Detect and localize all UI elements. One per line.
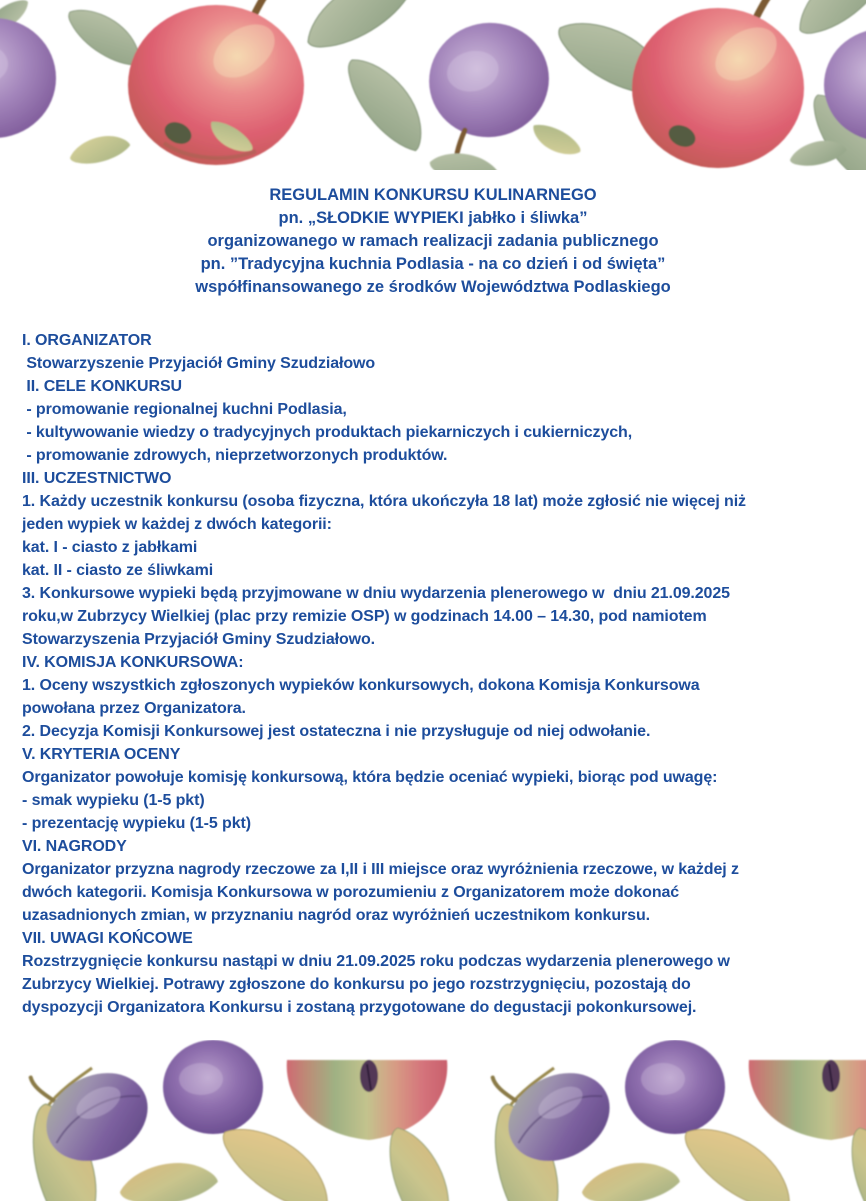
document-title bbox=[22, 184, 844, 299]
plum-illustration bbox=[163, 1040, 263, 1134]
top-fruit-border bbox=[0, 0, 866, 170]
text-line: dwóch kategorii. Komisja Konkursowa w porozumieniu z Organizatorem może dokonać bbox=[22, 884, 680, 901]
text-line: pn. ”Tradycyjna kuchnia Podlasia - na co dzień i od święta” bbox=[200, 255, 666, 273]
text-line: organizowanego w ramach realizacji zadania publicznego bbox=[207, 232, 659, 250]
leaf-illustration bbox=[427, 145, 506, 170]
plum-illustration bbox=[418, 12, 565, 170]
text-line: kat. I - ciasto z jabłkami bbox=[22, 539, 198, 556]
text-line: VI. NAGRODY bbox=[22, 838, 127, 855]
text-line: Zubrzycy Wielkiej. Potrawy zgłoszone do konkursu po jego rozstrzygnięciu, pozostają do bbox=[22, 976, 691, 993]
text-line: jeden wypiek w każdej z dwóch kategorii: bbox=[22, 516, 332, 533]
text-line: V. KRYTERIA OCENY bbox=[22, 746, 181, 763]
text-line: Organizator przyzna nagrody rzeczowe za I,II i III miejsce oraz wyróżnienia rzeczowe, w każdej z bbox=[22, 861, 739, 878]
leaf-illustration bbox=[337, 45, 437, 161]
plum-illustration bbox=[0, 18, 56, 138]
text-line: - promowanie zdrowych, nieprzetworzonych produktów. bbox=[22, 447, 448, 464]
apple-illustration bbox=[128, 0, 304, 165]
text-line: kat. II - ciasto ze śliwkami bbox=[22, 562, 214, 579]
text-line: - kultywowanie wiedzy o tradycyjnych produktach piekarniczych i cukierniczych, bbox=[22, 424, 633, 441]
text-line: REGULAMIN KONKURSU KULINARNEGO bbox=[269, 186, 597, 204]
text-line: - smak wypieku (1-5 pkt) bbox=[22, 792, 205, 809]
text-line: Organizator powołuje komisję konkursową, która będzie oceniać wypieki, biorąc pod uwagę: bbox=[22, 769, 718, 786]
apple-illustration bbox=[287, 1060, 448, 1140]
text-line: II. CELE KONKURSU bbox=[22, 378, 182, 395]
text-line: 1. Oceny wszystkich zgłoszonych wypieków konkursowych, dokona Komisja Konkursowa bbox=[22, 677, 700, 694]
apple-illustration bbox=[632, 0, 804, 168]
text-line: Stowarzyszenie Przyjaciół Gminy Szudziałowo bbox=[22, 355, 376, 372]
text-line: powołana przez Organizatora. bbox=[22, 700, 246, 717]
leaf-illustration bbox=[295, 0, 422, 59]
text-line: 3. Konkursowe wypieki będą przyjmowane w dniu wydarzenia plenerowego w dniu 21.09.2025 bbox=[22, 585, 730, 602]
leaf-illustration bbox=[67, 131, 132, 168]
text-line: 2. Decyzja Komisji Konkursowej jest ostateczna i nie przysługuje od niej odwołanie. bbox=[22, 723, 651, 740]
text-line: III. UCZESTNICTWO bbox=[22, 470, 172, 487]
text-line: I. ORGANIZATOR bbox=[22, 332, 152, 349]
text-line: VII. UWAGI KOŃCOWE bbox=[22, 930, 193, 947]
text-line: IV. KOMISJA KONKURSOWA: bbox=[22, 654, 244, 671]
text-line: Rozstrzygnięcie konkursu nastąpi w dniu 21.09.2025 roku podczas wydarzenia plenerowego w bbox=[22, 953, 730, 970]
text-line: 1. Każdy uczestnik konkursu (osoba fizyczna, która ukończyła 18 lat) może zgłosić nie więcej niż bbox=[22, 493, 746, 510]
bottom-fruit-border bbox=[0, 1040, 866, 1201]
leaf-illustration bbox=[528, 118, 585, 163]
text-line: - prezentację wypieku (1-5 pkt) bbox=[22, 815, 251, 832]
text-line: pn. „SŁODKIE WYPIEKI jabłko i śliwka” bbox=[278, 209, 588, 227]
text-line: uzasadnionych zmian, w przyznaniu nagród oraz wyróżnień uczestnikom konkursu. bbox=[22, 907, 650, 924]
leaf-illustration bbox=[118, 1159, 220, 1201]
document-body bbox=[22, 329, 844, 1019]
text-line: roku,w Zubrzycy Wielkiej (plac przy remizie OSP) w godzinach 14.00 – 14.30, pod namiotem bbox=[22, 608, 707, 625]
text-line: - promowanie regionalnej kuchni Podlasia, bbox=[22, 401, 347, 418]
document-content bbox=[0, 170, 866, 1040]
text-line: dyspozycji Organizatora Konkursu i zostaną przygotowane do degustacji pokonkursowej. bbox=[22, 999, 697, 1016]
text-line: Stowarzyszenia Przyjaciół Gminy Szudziałowo. bbox=[22, 631, 376, 648]
text-line: współfinansowanego ze środków Województwa Podlaskiego bbox=[195, 278, 671, 296]
